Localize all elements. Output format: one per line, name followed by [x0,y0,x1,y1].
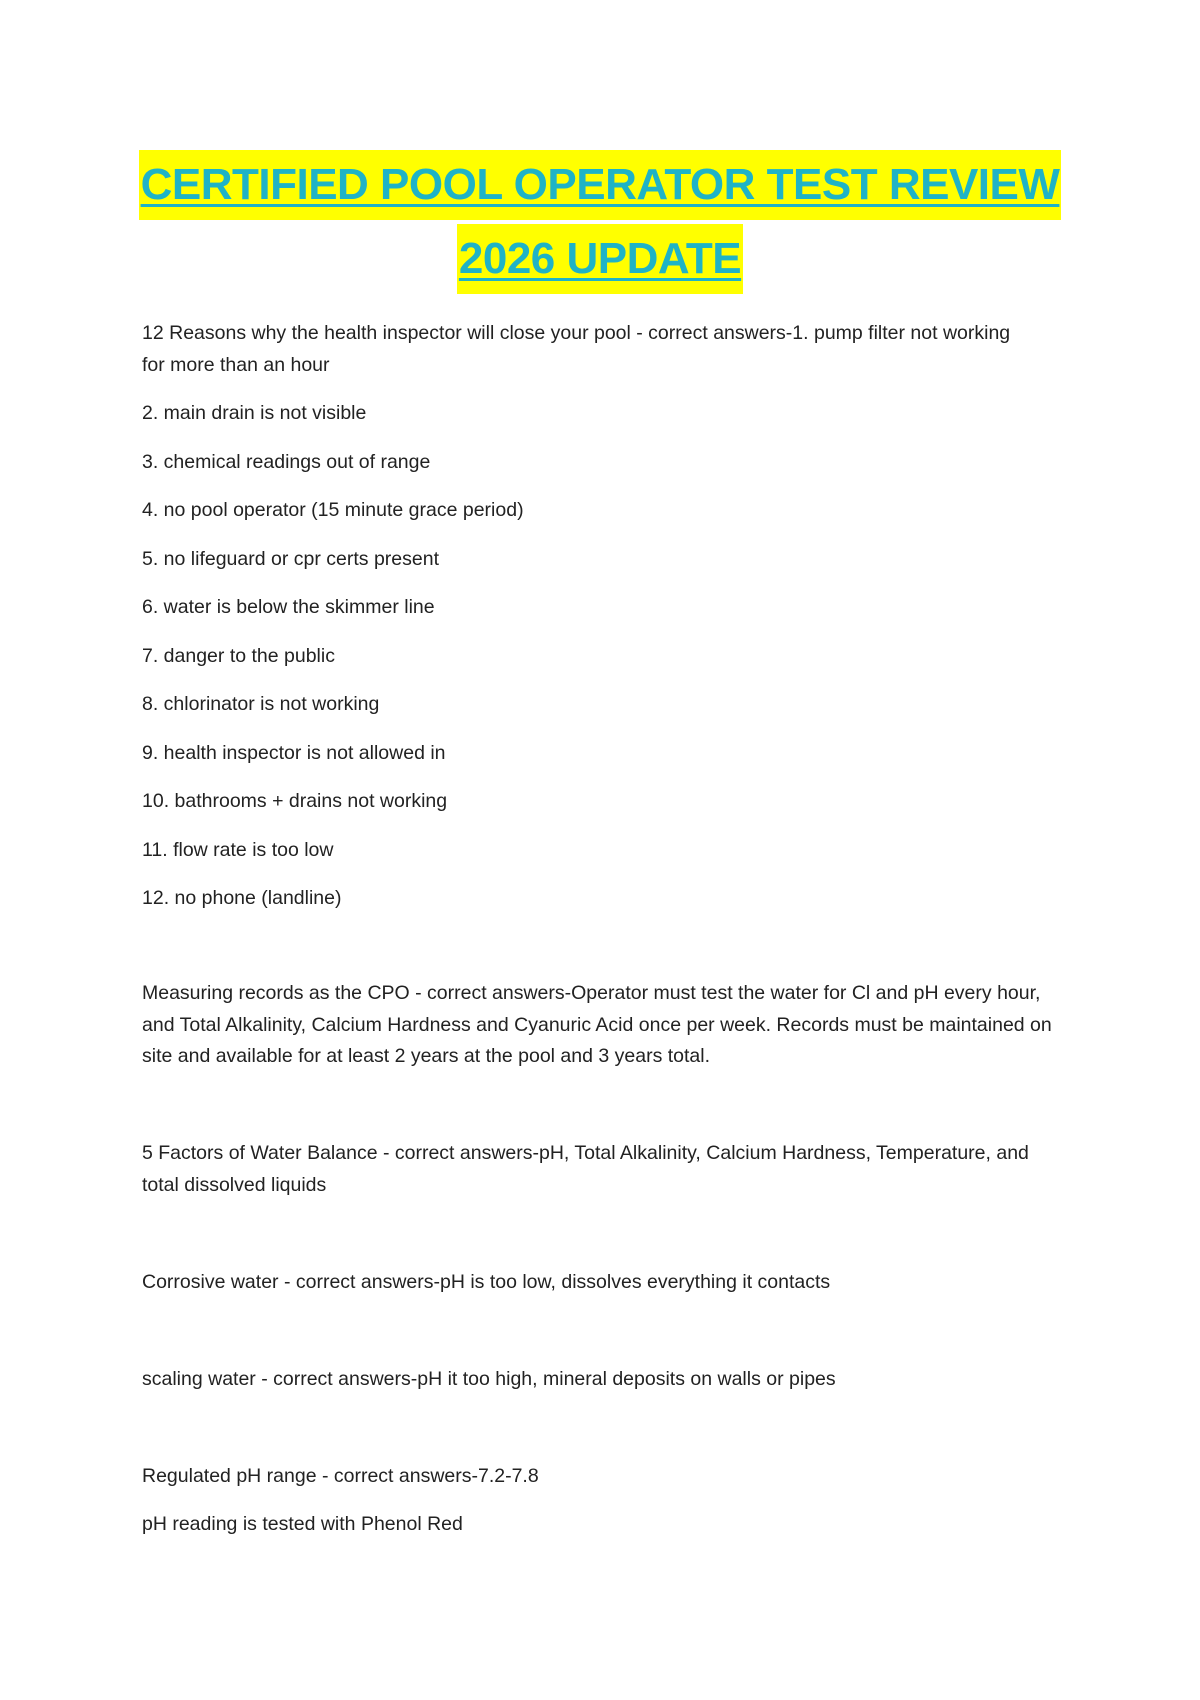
records-line-1: Measuring records as the CPO - correct answers-Operator must test the water for Cl and pH every hour, [142,982,1041,1004]
corrosive-water-text: Corrosive water - correct answers-pH is too low, dissolves everything it contacts [142,1271,831,1293]
scaling-water-text: scaling water - correct answers-pH it too high, mineral deposits on walls or pipes [142,1368,836,1390]
reason-item: 5. no lifeguard or cpr certs present [142,548,439,570]
records-line-3: site and available for at least 2 years at the pool and 3 years total. [142,1045,711,1067]
reason-item: 8. chlorinator is not working [142,693,380,715]
water-balance-line-2: total dissolved liquids [142,1174,327,1196]
title-line-1: CERTIFIED POOL OPERATOR TEST REVIEW [139,150,1062,220]
reasons-intro-line-1: 12 Reasons why the health inspector will close your pool - correct answers-1. pump filter not working [142,322,1011,344]
ph-range-text: Regulated pH range - correct answers-7.2-7.8 [142,1465,539,1487]
water-balance-line-1: 5 Factors of Water Balance - correct answers-pH, Total Alkalinity, Calcium Hardness, Temperature, and [142,1142,1029,1164]
reason-item: 9. health inspector is not allowed in [142,742,446,764]
reason-item: 4. no pool operator (15 minute grace period) [142,499,524,521]
reason-item: 11. flow rate is too low [142,839,334,861]
reason-item: 7. danger to the public [142,645,335,667]
document-title [0,150,1200,294]
reason-item: 6. water is below the skimmer line [142,596,435,618]
title-line-2: 2026 UPDATE [457,224,743,294]
reason-item: 10. bathrooms + drains not working [142,790,448,812]
reasons-intro-line-2: for more than an hour [142,354,330,376]
records-line-2: and Total Alkalinity, Calcium Hardness and Cyanuric Acid once per week. Records must be maintained on [142,1014,1052,1036]
ph-reading-text: pH reading is tested with Phenol Red [142,1513,463,1535]
reason-item: 3. chemical readings out of range [142,451,431,473]
reason-item: 2. main drain is not visible [142,402,367,424]
reason-item: 12. no phone (landline) [142,887,342,909]
